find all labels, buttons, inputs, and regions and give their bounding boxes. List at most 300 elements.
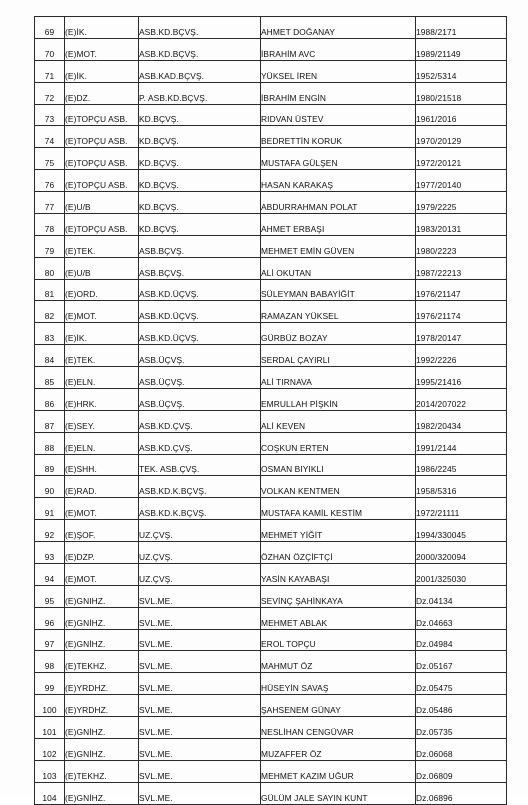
row-number-cell — [35, 126, 65, 148]
rank-cell-text: SVL.ME. — [139, 748, 173, 759]
registry-number-cell-text: 1980/21518 — [416, 92, 462, 103]
table-row — [35, 542, 507, 564]
rank-cell-text: ASB.KD.BÇVŞ. — [139, 26, 199, 37]
table-row — [35, 673, 507, 695]
full-name-cell — [261, 148, 416, 170]
registry-number-cell — [416, 126, 507, 148]
registry-number-cell — [416, 170, 507, 192]
branch-cell — [65, 717, 139, 739]
table-row — [35, 607, 507, 629]
rank-cell — [139, 60, 261, 82]
row-number-cell — [35, 695, 65, 717]
branch-cell-text: (E)MOT. — [65, 508, 97, 519]
row-number-cell-text: 88 — [44, 442, 55, 453]
full-name-cell-text: COŞKUN ERTEN — [261, 442, 329, 453]
full-name-cell-text: MAHMUT ÖZ — [261, 661, 313, 672]
rank-cell — [139, 301, 261, 323]
full-name-cell — [261, 695, 416, 717]
branch-cell — [65, 126, 139, 148]
full-name-cell — [261, 235, 416, 257]
row-number-cell — [35, 476, 65, 498]
row-number-cell-text: 77 — [44, 201, 55, 212]
full-name-cell — [261, 476, 416, 498]
branch-cell-text: (E)YRDHZ. — [65, 683, 109, 694]
row-number-cell — [35, 454, 65, 476]
rank-cell — [139, 454, 261, 476]
registry-number-cell — [416, 738, 507, 760]
table-row — [35, 17, 507, 39]
row-number-cell — [35, 38, 65, 60]
full-name-cell-text: HÜSEYİN SAVAŞ — [261, 683, 329, 694]
branch-cell-text: (E)SEY. — [65, 420, 95, 431]
branch-cell — [65, 520, 139, 542]
table-row — [35, 432, 507, 454]
personnel-table-body — [35, 17, 507, 805]
rank-cell-text: ASB.KD.K.BÇVŞ. — [139, 508, 207, 519]
table-row — [35, 367, 507, 389]
rank-cell — [139, 388, 261, 410]
full-name-cell — [261, 38, 416, 60]
registry-number-cell-text: 1979/2225 — [416, 201, 457, 212]
rank-cell — [139, 257, 261, 279]
row-number-cell-text: 83 — [44, 333, 55, 344]
rank-cell-text: ASB.KD.ÜÇVŞ. — [139, 289, 199, 300]
full-name-cell — [261, 760, 416, 782]
rank-cell-text: SVL.ME. — [139, 770, 173, 781]
row-number-cell-text: 76 — [44, 180, 55, 190]
registry-number-cell — [416, 410, 507, 432]
registry-number-cell — [416, 717, 507, 739]
row-number-cell-text: 91 — [44, 508, 55, 519]
rank-cell-text: SVL.ME. — [139, 617, 173, 628]
rank-cell — [139, 170, 261, 192]
row-number-cell-text: 85 — [44, 376, 55, 387]
branch-cell-text: (E)İK. — [65, 26, 88, 37]
rank-cell-text: ASB.KD.BÇVŞ. — [139, 48, 199, 59]
row-number-cell-text: 99 — [44, 683, 55, 694]
table-row — [35, 301, 507, 323]
rank-cell — [139, 695, 261, 717]
registry-number-cell — [416, 520, 507, 542]
table-row — [35, 213, 507, 235]
branch-cell-text: (E)MOT. — [65, 573, 97, 584]
full-name-cell — [261, 17, 416, 39]
table-row — [35, 717, 507, 739]
rank-cell-text: SVL.ME. — [139, 639, 173, 650]
full-name-cell-text: RAMAZAN YÜKSEL — [261, 311, 339, 322]
branch-cell — [65, 192, 139, 214]
rank-cell-text: ASB.BÇVŞ. — [139, 267, 185, 278]
branch-cell — [65, 38, 139, 60]
row-number-cell-text: 70 — [44, 48, 55, 59]
registry-number-cell-text: Dz.06896 — [416, 792, 453, 803]
full-name-cell-text: MUZAFFER ÖZ — [261, 748, 322, 759]
table-row — [35, 782, 507, 804]
full-name-cell-text: MEHMET KAZIM UĞUR — [261, 770, 354, 781]
full-name-cell-text: ŞAHSENEM GÜNAY — [261, 705, 341, 715]
full-name-cell-text: NESLİHAN CENGÜVAR — [261, 726, 354, 737]
registry-number-cell — [416, 60, 507, 82]
branch-cell — [65, 367, 139, 389]
row-number-cell — [35, 782, 65, 804]
registry-number-cell-text: Dz.05475 — [416, 683, 453, 694]
rank-cell — [139, 148, 261, 170]
table-row — [35, 563, 507, 585]
registry-number-cell — [416, 607, 507, 629]
registry-number-cell — [416, 629, 507, 651]
row-number-cell — [35, 170, 65, 192]
branch-cell-text: (E)GNIHZ. — [65, 595, 106, 606]
full-name-cell — [261, 126, 416, 148]
registry-number-cell-text: 1958/5316 — [416, 486, 457, 497]
registry-number-cell — [416, 235, 507, 257]
branch-cell — [65, 782, 139, 804]
table-row — [35, 738, 507, 760]
registry-number-cell-text: 1976/21174 — [416, 311, 461, 322]
full-name-cell-text: İBRAHİM AVC — [261, 48, 316, 59]
full-name-cell — [261, 388, 416, 410]
branch-cell — [65, 104, 139, 126]
branch-cell-text: (E)GNİHZ. — [65, 639, 106, 650]
registry-number-cell — [416, 782, 507, 804]
table-row — [35, 192, 507, 214]
branch-cell — [65, 563, 139, 585]
full-name-cell-text: İBRAHİM ENGİN — [261, 92, 327, 103]
registry-number-cell-text: 2001/325030 — [416, 573, 467, 584]
registry-number-cell — [416, 82, 507, 104]
table-row — [35, 388, 507, 410]
full-name-cell-text: AHMET ERBAŞI — [261, 223, 325, 234]
branch-cell-text: (E)TOPÇU ASB. — [65, 158, 128, 169]
full-name-cell-text: OSMAN BIYIKLI — [261, 464, 324, 475]
registry-number-cell — [416, 476, 507, 498]
rank-cell-text: KD.BÇVŞ. — [139, 201, 179, 212]
branch-cell-text: (E)SHH. — [65, 464, 97, 475]
rank-cell — [139, 126, 261, 148]
registry-number-cell-text: 1982/20434 — [416, 420, 462, 431]
rank-cell-text: KD.BÇVŞ. — [139, 158, 179, 169]
branch-cell-text: (E)TEK. — [65, 355, 96, 365]
row-number-cell — [35, 367, 65, 389]
rank-cell-text: UZ.ÇVŞ. — [139, 551, 173, 562]
row-number-cell — [35, 410, 65, 432]
registry-number-cell — [416, 301, 507, 323]
row-number-cell-text: 90 — [44, 486, 55, 497]
registry-number-cell — [416, 563, 507, 585]
full-name-cell-text: RIDVAN ÜSTEV — [261, 114, 324, 125]
table-row — [35, 38, 507, 60]
row-number-cell-text: 92 — [44, 530, 55, 540]
rank-cell — [139, 367, 261, 389]
branch-cell-text: (E)İK. — [65, 333, 88, 344]
full-name-cell-text: SÜLEYMAN BABAYİĞİT — [261, 289, 355, 300]
row-number-cell-text: 97 — [44, 639, 55, 650]
branch-cell-text: (E)GNİHZ. — [65, 726, 106, 737]
full-name-cell — [261, 520, 416, 542]
branch-cell — [65, 498, 139, 520]
branch-cell-text: (E)TOPÇU ASB. — [65, 114, 128, 125]
rank-cell-text: ASB.KD.ÇVŞ. — [139, 442, 193, 453]
row-number-cell — [35, 82, 65, 104]
full-name-cell-text: MEHMET YİĞİT — [261, 530, 323, 540]
registry-number-cell — [416, 498, 507, 520]
full-name-cell — [261, 323, 416, 345]
row-number-cell — [35, 738, 65, 760]
registry-number-cell-text: 1980/2223 — [416, 245, 457, 256]
full-name-cell-text: ALİ KEVEN — [261, 420, 306, 431]
full-name-cell-text: SERDAL ÇAYIRLI — [261, 355, 330, 365]
registry-number-cell-text: 1987/22213 — [416, 267, 462, 278]
registry-number-cell-text: 1983/20131 — [416, 223, 462, 234]
registry-number-cell-text: 1976/21147 — [416, 289, 461, 300]
full-name-cell — [261, 782, 416, 804]
rank-cell — [139, 542, 261, 564]
registry-number-cell — [416, 651, 507, 673]
registry-number-cell — [416, 695, 507, 717]
registry-number-cell-text: Dz.04663 — [416, 617, 453, 628]
branch-cell — [65, 257, 139, 279]
branch-cell — [65, 148, 139, 170]
table-row — [35, 410, 507, 432]
table-row — [35, 60, 507, 82]
row-number-cell — [35, 257, 65, 279]
full-name-cell — [261, 257, 416, 279]
row-number-cell — [35, 192, 65, 214]
registry-number-cell-text: Dz.06809 — [416, 770, 453, 781]
rank-cell-text: ASB.ÜÇVŞ. — [139, 355, 185, 365]
full-name-cell — [261, 192, 416, 214]
table-row — [35, 476, 507, 498]
rank-cell-text: KD.BÇVŞ. — [139, 114, 179, 125]
registry-number-cell-text: 1961/2016 — [416, 114, 457, 125]
rank-cell-text: ASB.KAD.BÇVŞ. — [139, 70, 205, 81]
rank-cell — [139, 213, 261, 235]
rank-cell — [139, 235, 261, 257]
branch-cell-text: (E)TEK. — [65, 245, 96, 256]
row-number-cell-text: 69 — [44, 26, 55, 37]
rank-cell — [139, 738, 261, 760]
row-number-cell-text: 100 — [42, 705, 57, 715]
rank-cell — [139, 760, 261, 782]
rank-cell-text: ASB.KD.ÜÇVŞ. — [139, 333, 199, 344]
table-row — [35, 345, 507, 367]
registry-number-cell — [416, 432, 507, 454]
branch-cell — [65, 542, 139, 564]
branch-cell-text: (E)GNİHZ. — [65, 617, 106, 628]
rank-cell — [139, 476, 261, 498]
registry-number-cell — [416, 454, 507, 476]
rank-cell-text: UZ.ÇVŞ. — [139, 530, 173, 540]
branch-cell-text: (E)TOPÇU ASB. — [65, 223, 128, 234]
rank-cell-text: SVL.ME. — [139, 726, 173, 737]
table-row — [35, 585, 507, 607]
rank-cell — [139, 520, 261, 542]
table-row — [35, 323, 507, 345]
branch-cell — [65, 60, 139, 82]
registry-number-cell — [416, 279, 507, 301]
rank-cell — [139, 717, 261, 739]
full-name-cell-text: ÖZHAN ÖZÇİFTÇİ — [261, 551, 333, 562]
row-number-cell — [35, 629, 65, 651]
personnel-table — [34, 16, 507, 805]
row-number-cell — [35, 301, 65, 323]
rank-cell-text: KD.BÇVŞ. — [139, 136, 179, 147]
table-row — [35, 760, 507, 782]
full-name-cell — [261, 301, 416, 323]
rank-cell-text: SVL.ME. — [139, 683, 173, 694]
full-name-cell — [261, 279, 416, 301]
registry-number-cell — [416, 760, 507, 782]
full-name-cell — [261, 60, 416, 82]
full-name-cell — [261, 410, 416, 432]
row-number-cell — [35, 345, 65, 367]
row-number-cell — [35, 17, 65, 39]
full-name-cell — [261, 651, 416, 673]
registry-number-cell-text: 1970/20129 — [416, 136, 462, 147]
table-row — [35, 170, 507, 192]
row-number-cell-text: 104 — [42, 792, 57, 803]
rank-cell — [139, 585, 261, 607]
full-name-cell — [261, 673, 416, 695]
branch-cell — [65, 738, 139, 760]
row-number-cell-text: 96 — [44, 617, 55, 628]
row-number-cell — [35, 60, 65, 82]
registry-number-cell — [416, 213, 507, 235]
branch-cell-text: (E)HRK. — [65, 398, 97, 409]
full-name-cell-text: YASİN KAYABAŞI — [261, 573, 330, 584]
row-number-cell — [35, 279, 65, 301]
rank-cell-text: ASB.ÜÇVŞ. — [139, 398, 185, 409]
table-row — [35, 104, 507, 126]
registry-number-cell — [416, 367, 507, 389]
full-name-cell-text: YÜKSEL İREN — [261, 70, 318, 81]
branch-cell — [65, 760, 139, 782]
registry-number-cell-text: 1972/20121 — [416, 158, 462, 169]
row-number-cell-text: 75 — [44, 158, 55, 169]
registry-number-cell-text: 1977/20140 — [416, 180, 462, 190]
registry-number-cell-text: 1978/20147 — [416, 333, 462, 344]
full-name-cell — [261, 213, 416, 235]
rank-cell-text: UZ.ÇVŞ. — [139, 573, 173, 584]
registry-number-cell-text: 1952/5314 — [416, 70, 457, 81]
full-name-cell — [261, 563, 416, 585]
branch-cell-text: (E)TEKHZ. — [65, 661, 107, 672]
table-row — [35, 651, 507, 673]
table-row — [35, 126, 507, 148]
registry-number-cell-text: Dz.04984 — [416, 639, 453, 650]
registry-number-cell-text: 1994/330045 — [416, 530, 467, 540]
registry-number-cell — [416, 104, 507, 126]
rank-cell-text: KD.BÇVŞ. — [139, 180, 179, 190]
branch-cell-text: (E)MOT. — [65, 311, 97, 322]
rank-cell — [139, 82, 261, 104]
row-number-cell — [35, 388, 65, 410]
branch-cell — [65, 629, 139, 651]
row-number-cell — [35, 104, 65, 126]
branch-cell — [65, 17, 139, 39]
rank-cell-text: ASB.KD.K.BÇVŞ. — [139, 486, 207, 497]
registry-number-cell-text: Dz.05167 — [416, 661, 453, 672]
branch-cell — [65, 476, 139, 498]
row-number-cell-text: 74 — [44, 136, 55, 147]
branch-cell-text: (E)ELN. — [65, 376, 96, 387]
branch-cell — [65, 345, 139, 367]
full-name-cell-text: GÜLÜM JALE SAYIN KUNT — [261, 792, 368, 803]
full-name-cell — [261, 432, 416, 454]
full-name-cell — [261, 104, 416, 126]
row-number-cell-text: 103 — [42, 770, 57, 781]
row-number-cell — [35, 148, 65, 170]
registry-number-cell — [416, 192, 507, 214]
registry-number-cell-text: 1992/2226 — [416, 355, 457, 365]
branch-cell — [65, 235, 139, 257]
full-name-cell-text: BEDRETTİN KORUK — [261, 136, 343, 147]
row-number-cell-text: 84 — [44, 355, 55, 365]
full-name-cell — [261, 454, 416, 476]
full-name-cell-text: GÜRBÜZ BOZAY — [261, 333, 328, 344]
registry-number-cell — [416, 38, 507, 60]
rank-cell — [139, 192, 261, 214]
branch-cell-text: (E)TOPÇU ASB. — [65, 136, 128, 147]
branch-cell-text: (E)U/B — [65, 267, 91, 278]
registry-number-cell-text: 1972/21111 — [416, 508, 460, 519]
rank-cell-text: ASB.ÜÇVŞ. — [139, 376, 185, 387]
full-name-cell-text: MEHMET ABLAK — [261, 617, 328, 628]
branch-cell-text: (E)TOPÇU ASB. — [65, 180, 128, 190]
branch-cell-text: (E)TEKHZ. — [65, 770, 107, 781]
rank-cell — [139, 279, 261, 301]
table-row — [35, 695, 507, 717]
row-number-cell-text: 101 — [42, 726, 57, 737]
branch-cell — [65, 454, 139, 476]
table-row — [35, 148, 507, 170]
branch-cell-text: (E)GNİHZ. — [65, 792, 106, 803]
row-number-cell-text: 81 — [44, 289, 55, 300]
table-row — [35, 454, 507, 476]
branch-cell — [65, 695, 139, 717]
branch-cell — [65, 279, 139, 301]
full-name-cell — [261, 607, 416, 629]
rank-cell — [139, 651, 261, 673]
rank-cell-text: SVL.ME. — [139, 705, 173, 715]
registry-number-cell — [416, 17, 507, 39]
rank-cell — [139, 563, 261, 585]
row-number-cell — [35, 585, 65, 607]
row-number-cell — [35, 563, 65, 585]
rank-cell — [139, 673, 261, 695]
branch-cell-text: (E)ORD. — [65, 289, 98, 300]
branch-cell-text: (E)GNİHZ. — [65, 748, 106, 759]
registry-number-cell — [416, 388, 507, 410]
row-number-cell — [35, 498, 65, 520]
registry-number-cell — [416, 585, 507, 607]
full-name-cell-text: ABDURRAHMAN POLAT — [261, 201, 358, 212]
full-name-cell — [261, 585, 416, 607]
full-name-cell — [261, 542, 416, 564]
registry-number-cell-text: 2014/207022 — [416, 398, 467, 409]
row-number-cell-text: 95 — [44, 595, 55, 606]
row-number-cell-text: 73 — [44, 114, 55, 125]
full-name-cell — [261, 170, 416, 192]
branch-cell — [65, 170, 139, 192]
branch-cell — [65, 213, 139, 235]
branch-cell-text: (E)RAD. — [65, 486, 97, 497]
full-name-cell — [261, 345, 416, 367]
table-row — [35, 629, 507, 651]
registry-number-cell-text: Dz.05486 — [416, 705, 453, 715]
table-row — [35, 82, 507, 104]
registry-number-cell-text: Dz.04134 — [416, 595, 453, 606]
